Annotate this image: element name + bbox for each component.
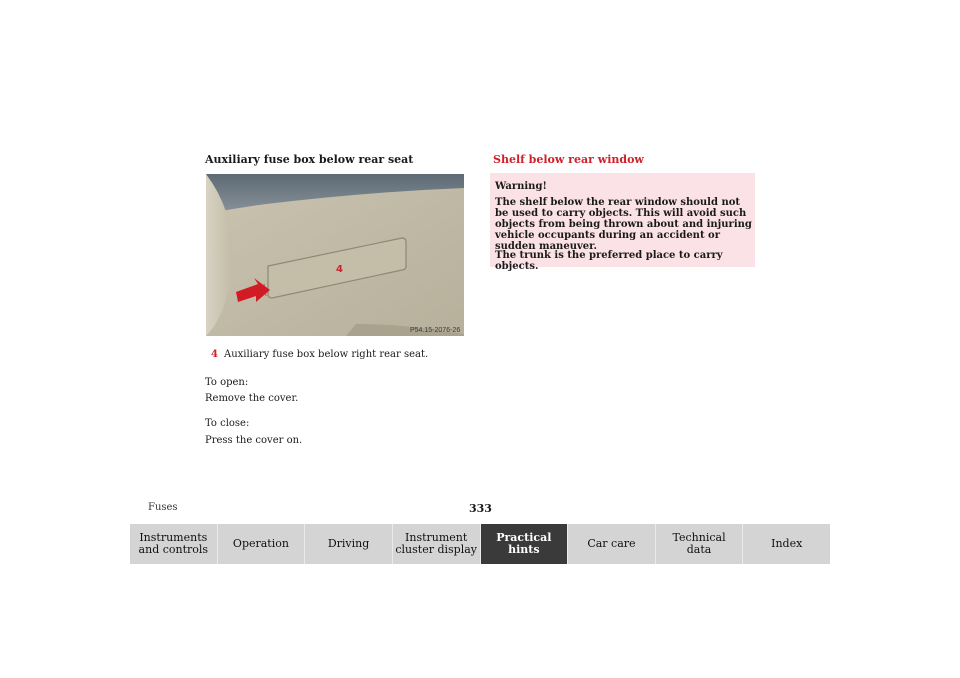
figure-caption <box>211 349 428 360</box>
section-heading-fuse-box: Auxiliary fuse box below rear seat <box>205 153 414 166</box>
tab-index[interactable]: Index <box>743 524 830 564</box>
warning-text-trunk: The trunk is the preferred place to carry objects. <box>495 250 723 272</box>
to-close-label: To close: <box>205 418 250 429</box>
tab-practical-hints[interactable]: Practical hints <box>481 524 569 564</box>
figure-callout-4: 4 <box>336 264 343 275</box>
tab-instruments-and-controls[interactable]: Instruments and controls <box>130 524 218 564</box>
page-number: 333 <box>469 502 492 515</box>
tab-technical-data[interactable]: Technical data <box>656 524 744 564</box>
warning-box <box>490 173 755 272</box>
tab-operation[interactable]: Operation <box>218 524 306 564</box>
warning-text: The shelf below the rear window should not be used to carry objects. This will avoid such objects from being thrown about and injuring vehicle occupants during an accident or sudden maneuver. <box>495 197 752 252</box>
caption-number: 4 <box>211 349 218 360</box>
tab-driving[interactable]: Driving <box>305 524 393 564</box>
caption-text: Auxiliary fuse box below right rear seat. <box>223 349 429 360</box>
section-heading-shelf: Shelf below rear window <box>493 153 644 166</box>
fuse-box-illustration <box>206 174 464 336</box>
to-open-label: To open: <box>205 377 249 388</box>
tab-instrument-cluster-display[interactable]: Instrument cluster display <box>393 524 481 564</box>
footer-section-label: Fuses <box>148 502 178 513</box>
figure-code: P54.15-2076-26 <box>410 327 461 334</box>
chapter-tabs <box>130 524 830 564</box>
to-close-text: Press the cover on. <box>205 435 303 446</box>
warning-title: Warning! <box>495 181 547 192</box>
tab-car-care[interactable]: Car care <box>568 524 656 564</box>
to-open-text: Remove the cover. <box>205 393 299 404</box>
